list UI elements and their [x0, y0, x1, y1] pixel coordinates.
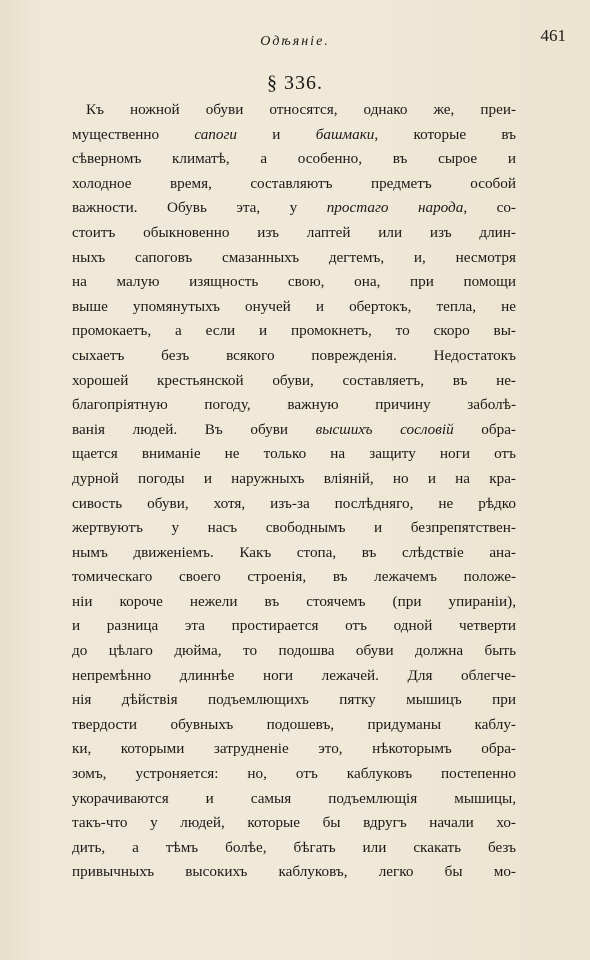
text-line: ніи короче нежели въ стоячемъ (при упираніи), [72, 592, 516, 610]
text-line: нымъ движеніемъ. Какъ стопа, въ слѣдствіе ана- [72, 543, 516, 561]
text-line: ванія людей. Въ обуви высшихъ сословій обра- [72, 420, 516, 438]
text-line: важности. Обувь эта, у простаго народа, со- [72, 199, 516, 217]
text-line: сивость обуви, хотя, изъ-за послѣдняго, не рѣдко [72, 494, 516, 512]
text-line: хорошей крестьянской обуви, составляетъ, въ не- [72, 371, 516, 389]
text-line: выше упомянутыхъ онучей и обертокъ, тепла, не [72, 297, 516, 315]
text-line: ки, которыми затрудненіе это, нѣкоторымъ обра- [72, 740, 516, 758]
emphasized-text: сапоги [194, 125, 238, 143]
text-line: сѣверномъ климатѣ, а особенно, въ сырое и [72, 150, 516, 168]
text-line: дурной погоды и наружныхъ вліяній, но и на кра- [72, 469, 516, 487]
text-line: сыхаетъ безъ всякого поврежденія. Недостатокъ [72, 346, 516, 364]
text-line: стоитъ обыкновенно изъ лаптей или изъ длин- [72, 223, 516, 241]
text-line: зомъ, устроняется: но, отъ каблуковъ постепенно [72, 765, 516, 783]
text-line: до цѣлаго дюйма, то подошва обуви должна быть [72, 642, 516, 660]
page-number: 461 [540, 26, 566, 45]
text-line: привычныхъ высокихъ каблуковъ, легко бы мо- [72, 863, 516, 881]
text-line: твердости обувныхъ подошевъ, придуманы каблу- [72, 715, 516, 733]
text-line: жертвуютъ у насъ свободнымъ и безпрепятствен- [72, 519, 516, 537]
running-head: Одѣяніе. [260, 34, 330, 49]
text-line: промокаетъ, а если и промокнетъ, то скоро вы- [72, 322, 516, 340]
text-line: нія дѣйствія подъемлющихъ пятку мышицъ при [72, 691, 516, 709]
text-line: благопріятную погоду, важную причину заболѣ- [72, 396, 516, 414]
body-text [72, 98, 516, 885]
text-line: и разница эта простирается отъ одной четверти [72, 617, 516, 635]
text-line: такъ-что у людей, которые бы вдругъ начали хо- [72, 814, 516, 832]
emphasized-text: простаго народа [326, 199, 464, 217]
text-line: ныхъ сапоговъ смазанныхъ дегтемъ, и, несмотря [72, 248, 516, 266]
text-line: холодное время, составляютъ предметъ особой [72, 174, 516, 192]
section-heading: § 336. [267, 72, 323, 94]
text-line: дить, а тѣмъ болѣе, бѣгать или скакать безъ [72, 838, 516, 856]
emphasized-text: башмаки [315, 125, 375, 143]
text-line: непремѣнно длиннѣе ноги лежачей. Для облегче- [72, 666, 516, 684]
text-line: на малую изящность свою, она, при помощи [72, 273, 516, 291]
text-line: укорачиваются и самыя подъемлющія мышицы, [72, 789, 516, 807]
emphasized-text: высшихъ сословій [315, 420, 454, 438]
text-line: томическаго своего строенія, въ лежачемъ положе- [72, 568, 516, 586]
text-line: Къ ножной обуви относятся, однако же, преи- [86, 101, 516, 118]
text-line: щается вниманіе не только на защиту ноги отъ [72, 445, 516, 463]
text-line: мущественно сапоги и башмаки, которые въ [72, 125, 516, 143]
